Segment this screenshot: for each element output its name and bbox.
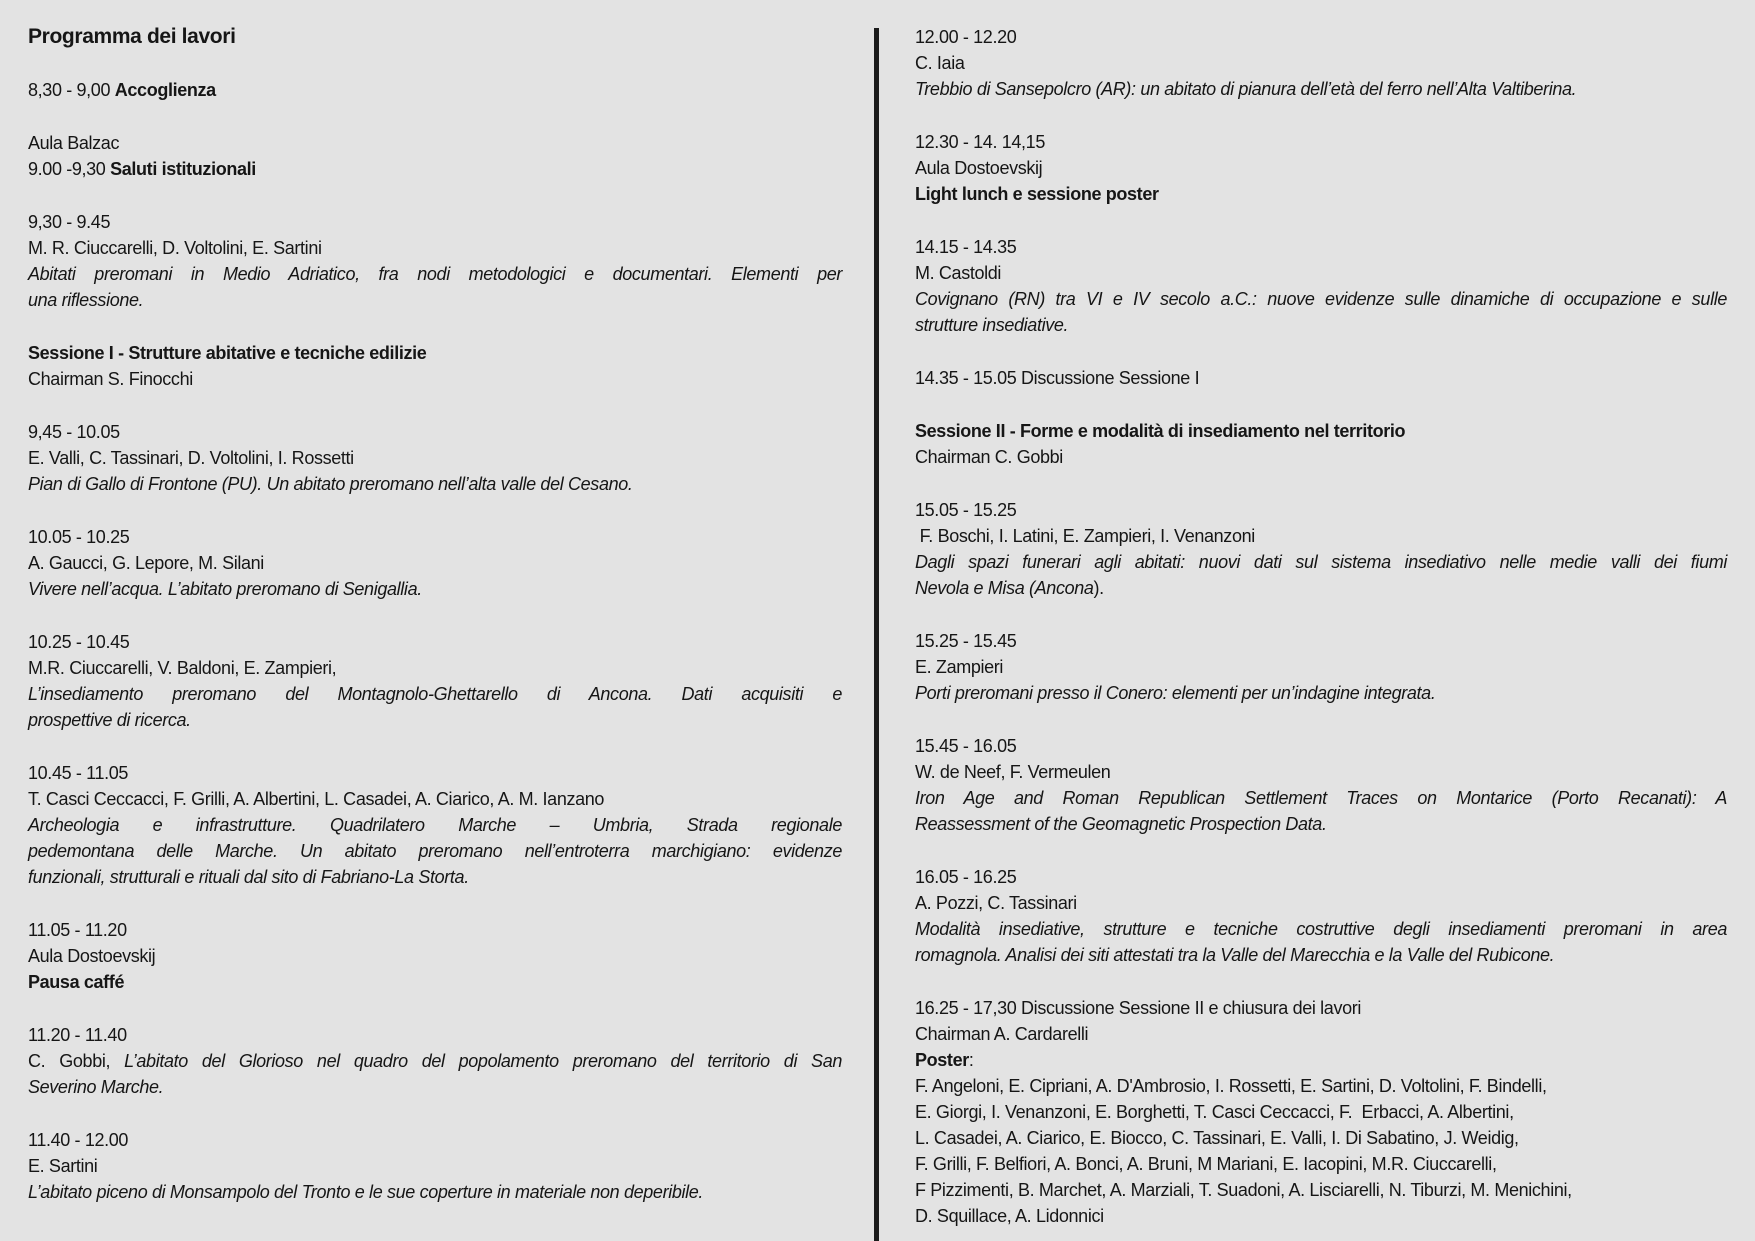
text-line: [28, 1048, 842, 1074]
text-line: [915, 155, 1727, 181]
text-run: M. Castoldi: [915, 263, 1002, 283]
text-line: [915, 444, 1727, 470]
text-line: [28, 943, 842, 969]
text-run: romagnola. Analisi dei siti attestati tra la Valle del Marecchia e la Valle del Rubicone.: [915, 945, 1555, 965]
text-run: Severino Marche.: [28, 1077, 164, 1097]
program-block: [28, 629, 842, 733]
text-line: [28, 340, 842, 366]
text-line: [915, 1177, 1727, 1203]
text-line: [28, 130, 842, 156]
text-line: [915, 916, 1727, 942]
text-run: 16.05 - 16.25: [915, 867, 1017, 887]
text-line: [915, 24, 1727, 50]
text-line: [915, 312, 1727, 338]
program-block: [28, 77, 842, 103]
text-line: [28, 917, 842, 943]
text-run: Aula Dostoevskij: [28, 946, 156, 966]
program-block: [28, 917, 842, 995]
text-line: [915, 286, 1727, 312]
text-line: [28, 681, 842, 707]
program-block: [28, 524, 842, 602]
text-line: [915, 628, 1727, 654]
text-line: [28, 1022, 842, 1048]
text-line: [915, 234, 1727, 260]
text-line: [28, 655, 842, 681]
text-line: [28, 419, 842, 445]
text-line: [915, 129, 1727, 155]
text-run: 11.05 - 11.20: [28, 920, 127, 940]
text-line: [28, 1127, 842, 1153]
program-block: [915, 864, 1727, 968]
text-run: 14.35 - 15.05 Discussione Sessione I: [915, 368, 1200, 388]
program-block: [915, 234, 1727, 338]
text-run: Nevola e Misa (Ancona: [915, 578, 1094, 598]
text-run: M. R. Ciuccarelli, D. Voltolini, E. Sartini: [28, 238, 322, 258]
text-line: [28, 156, 842, 182]
program-block: [28, 24, 842, 50]
text-line: [915, 1151, 1727, 1177]
program-block: [28, 760, 842, 890]
text-run: L’abitato del Glorioso nel quadro del popolamento preromano del territorio di San: [124, 1051, 843, 1071]
program-block: [915, 995, 1727, 1229]
text-run: Vivere nell’acqua. L’abitato preromano di Senigallia.: [28, 579, 422, 599]
text-line: [915, 864, 1727, 890]
program-block: [28, 209, 842, 313]
text-line: [915, 365, 1727, 391]
program-block: [915, 129, 1727, 207]
program-block: [28, 1127, 842, 1205]
text-run: Pausa caffé: [28, 972, 125, 992]
text-run: Covignano (RN) tra VI e IV secolo a.C.: nuove evidenze sulle dinamiche di occupazione e sulle: [915, 289, 1727, 309]
text-run: 11.20 - 11.40: [28, 1025, 127, 1045]
text-run: una riflessione.: [28, 290, 144, 310]
text-run: Sessione II - Forme e modalità di insediamento nel territorio: [915, 421, 1406, 441]
program-block: [915, 628, 1727, 706]
text-run: D. Squillace, A. Lidonnici: [915, 1206, 1104, 1226]
text-run: Chairman C. Gobbi: [915, 447, 1063, 467]
text-line: [28, 524, 842, 550]
text-run: funzionali, strutturali e rituali dal sito di Fabriano-La Storta.: [28, 867, 469, 887]
text-run: L’abitato piceno di Monsampolo del Tronto e le sue coperture in materiale non deperibile.: [28, 1182, 704, 1202]
text-line: [28, 209, 842, 235]
program-column-left: [28, 24, 842, 1205]
text-line: [28, 1153, 842, 1179]
program-block: [28, 340, 842, 392]
text-line: [915, 654, 1727, 680]
text-line: [915, 549, 1727, 575]
text-run: F. Grilli, F. Belfiori, A. Bonci, A. Bruni, M Mariani, E. Iacopini, M.R. Ciuccarelli,: [915, 1154, 1497, 1174]
text-run: A. Gaucci, G. Lepore, M. Silani: [28, 553, 264, 573]
text-run: E. Valli, C. Tassinari, D. Voltolini, I. Rossetti: [28, 448, 354, 468]
text-run: Poster: [915, 1050, 969, 1070]
text-line: [28, 838, 842, 864]
text-run: E. Zampieri: [915, 657, 1004, 677]
text-run: 10.05 - 10.25: [28, 527, 130, 547]
text-line: [915, 1073, 1727, 1099]
text-line: [915, 418, 1727, 444]
text-run: E. Sartini: [28, 1156, 98, 1176]
text-run: Accoglienza: [114, 80, 216, 100]
text-run: C. Gobbi,: [28, 1051, 125, 1071]
text-line: [28, 261, 842, 287]
program-block: [915, 497, 1727, 601]
text-run: A. Pozzi, C. Tassinari: [915, 893, 1077, 913]
text-line: [28, 629, 842, 655]
text-line: [28, 707, 842, 733]
text-line: [28, 864, 842, 890]
text-line: [915, 50, 1727, 76]
text-run: L’insediamento preromano del Montagnolo-Ghettarello di Ancona. Dati acquisiti e: [28, 684, 842, 704]
text-line: [915, 260, 1727, 286]
text-run: F. Angeloni, E. Cipriani, A. D'Ambrosio, I. Rossetti, E. Sartini, D. Voltolini, F. Bindelli,: [915, 1076, 1547, 1096]
text-run: 9,45 - 10.05: [28, 422, 120, 442]
text-run: F. Boschi, I. Latini, E. Zampieri, I. Venanzoni: [915, 526, 1255, 546]
text-line: [28, 1179, 842, 1205]
text-line: [28, 760, 842, 786]
text-run: Reassessment of the Geomagnetic Prospection Data.: [915, 814, 1327, 834]
text-line: [915, 1047, 1727, 1073]
text-run: Pian di Gallo di Frontone (PU). Un abitato preromano nell’alta valle del Cesano.: [28, 474, 633, 494]
text-run: 16.25 - 17,30 Discussione Sessione II e chiusura dei lavori: [915, 998, 1362, 1018]
text-line: [28, 969, 842, 995]
text-line: [28, 287, 842, 313]
text-run: 15.05 - 15.25: [915, 500, 1017, 520]
text-line: [915, 680, 1727, 706]
text-run: 12.30 - 14. 14,15: [915, 132, 1045, 152]
text-run: Saluti istituzionali: [110, 159, 256, 179]
text-line: [28, 1074, 842, 1100]
text-line: [915, 1203, 1727, 1229]
text-run: :: [968, 1050, 974, 1070]
text-line: [915, 811, 1727, 837]
text-line: [28, 576, 842, 602]
text-line: [28, 366, 842, 392]
text-run: Modalità insediative, strutture e tecniche costruttive degli insediamenti preromani in area: [915, 919, 1727, 939]
text-run: Iron Age and Roman Republican Settlement Traces on Montarice (Porto Recanati): A: [915, 788, 1727, 808]
text-line: [915, 890, 1727, 916]
text-line: [915, 759, 1727, 785]
text-run: M.R. Ciuccarelli, V. Baldoni, E. Zampieri,: [28, 658, 337, 678]
text-run: Aula Dostoevskij: [915, 158, 1043, 178]
text-line: [28, 786, 842, 812]
text-run: L. Casadei, A. Ciarico, E. Biocco, C. Tassinari, E. Valli, I. Di Sabatino, J. Weidig,: [915, 1128, 1519, 1148]
text-run: Aula Balzac: [28, 133, 120, 153]
text-line: [915, 523, 1727, 549]
program-block: [28, 419, 842, 497]
text-line: [915, 575, 1727, 601]
text-line: [28, 471, 842, 497]
text-line: [915, 497, 1727, 523]
program-block: [915, 418, 1727, 470]
text-line: [915, 942, 1727, 968]
text-run: Sessione I - Strutture abitative e tecniche edilizie: [28, 343, 427, 363]
program-block: [28, 130, 842, 182]
text-run: T. Casci Ceccacci, F. Grilli, A. Albertini, L. Casadei, A. Ciarico, A. M. Ianzano: [28, 789, 605, 809]
program-column-right: [915, 24, 1727, 1229]
text-line: [915, 76, 1727, 102]
text-run: Trebbio di Sansepolcro (AR): un abitato di pianura dell’età del ferro nell’Alta Valtiberina.: [915, 79, 1577, 99]
page-title: [28, 24, 842, 50]
text-run: F Pizzimenti, B. Marchet, A. Marziali, T. Suadoni, A. Lisciarelli, N. Tiburzi, M. Menichini,: [915, 1180, 1572, 1200]
text-run: Light lunch e sessione poster: [915, 184, 1159, 204]
text-line: [915, 1099, 1727, 1125]
text-run: C. Iaia: [915, 53, 965, 73]
text-line: [915, 1021, 1727, 1047]
text-run: pedemontana delle Marche. Un abitato preromano nell’entroterra marchigiano: evidenze: [28, 841, 842, 861]
program-block: [915, 365, 1727, 391]
text-line: [915, 181, 1727, 207]
text-run: Archeologia e infrastrutture. Quadrilatero Marche – Umbria, Strada regionale: [28, 815, 842, 835]
text-run: W. de Neef, F. Vermeulen: [915, 762, 1111, 782]
text-run: E. Giorgi, I. Venanzoni, E. Borghetti, T. Casci Ceccacci, F. Erbacci, A. Albertini,: [915, 1102, 1514, 1122]
text-line: [28, 550, 842, 576]
text-line: [28, 77, 842, 103]
text-run: Chairman S. Finocchi: [28, 369, 193, 389]
text-run: 11.40 - 12.00: [28, 1130, 129, 1150]
program-block: [915, 24, 1727, 102]
text-run: 10.25 - 10.45: [28, 632, 130, 652]
text-run: Porti preromani presso il Conero: elementi per un’indagine integrata.: [915, 683, 1436, 703]
program-block: [28, 1022, 842, 1100]
column-divider-rule: [874, 28, 879, 1241]
text-run: Abitati preromani in Medio Adriatico, fra nodi metodologici e documentari. Elementi per: [28, 264, 842, 284]
text-run: ).: [1093, 578, 1104, 598]
text-run: 14.15 - 14.35: [915, 237, 1017, 257]
text-run: prospettive di ricerca.: [28, 710, 191, 730]
text-run: Dagli spazi funerari agli abitati: nuovi dati sul sistema insediativo nelle medie valli dei fiumi: [915, 552, 1727, 572]
text-run: Chairman A. Cardarelli: [915, 1024, 1089, 1044]
text-run: 15.25 - 15.45: [915, 631, 1017, 651]
text-run: 9.00 -9,30: [28, 159, 111, 179]
text-line: [28, 445, 842, 471]
text-run: 12.00 - 12.20: [915, 27, 1017, 47]
text-run: 10.45 - 11.05: [28, 763, 129, 783]
text-line: [915, 995, 1727, 1021]
text-run: Programma dei lavori: [28, 25, 236, 48]
text-line: [915, 1125, 1727, 1151]
text-run: 8,30 - 9,00: [28, 80, 115, 100]
text-run: 15.45 - 16.05: [915, 736, 1017, 756]
text-run: 9,30 - 9.45: [28, 212, 111, 232]
text-line: [28, 235, 842, 261]
text-line: [28, 812, 842, 838]
text-line: [915, 785, 1727, 811]
program-block: [915, 733, 1727, 837]
text-run: strutture insediative.: [915, 315, 1069, 335]
text-line: [915, 733, 1727, 759]
